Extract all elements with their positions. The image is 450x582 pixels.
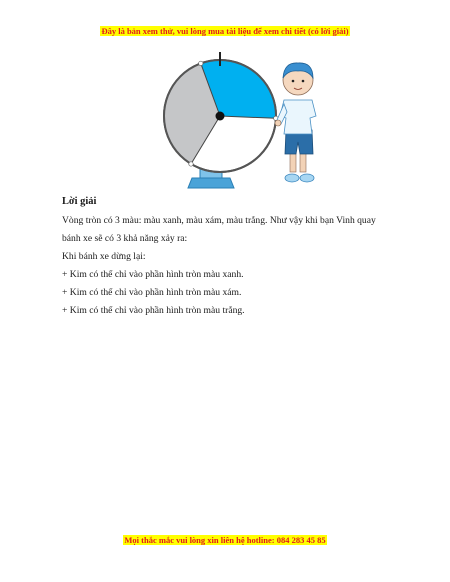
spinner-illustration	[150, 50, 330, 192]
boy-icon	[275, 63, 316, 182]
preview-banner-text: Đây là bản xem thử, vui lòng mua tài liệu để xem chi tiết (có lời giải)	[101, 26, 349, 36]
solution-heading: Lời giải	[62, 196, 97, 207]
solution-line: Vòng tròn có 3 màu: màu xanh, màu xám, màu trắng. Như vậy khi bạn Vinh quay	[62, 215, 376, 226]
solution-line: + Kim có thể chỉ vào phần hình tròn màu xám.	[62, 287, 242, 298]
hotline-banner-text: Mọi thắc mắc vui lòng xin liên hệ hotline: 084 283 45 85	[124, 535, 326, 545]
solution-line: + Kim có thể chỉ vào phần hình tròn màu xanh.	[62, 269, 244, 280]
solution-line: Khi bánh xe dừng lại:	[62, 251, 146, 262]
hotline-banner	[0, 535, 450, 545]
solution-line: bánh xe sẽ có 3 khả năng xảy ra:	[62, 233, 188, 244]
preview-banner	[0, 26, 450, 36]
solution-section	[62, 193, 412, 320]
solution-line: + Kim có thể chỉ vào phần hình tròn màu trắng.	[62, 305, 245, 316]
spinner-wheel-icon	[164, 52, 278, 172]
